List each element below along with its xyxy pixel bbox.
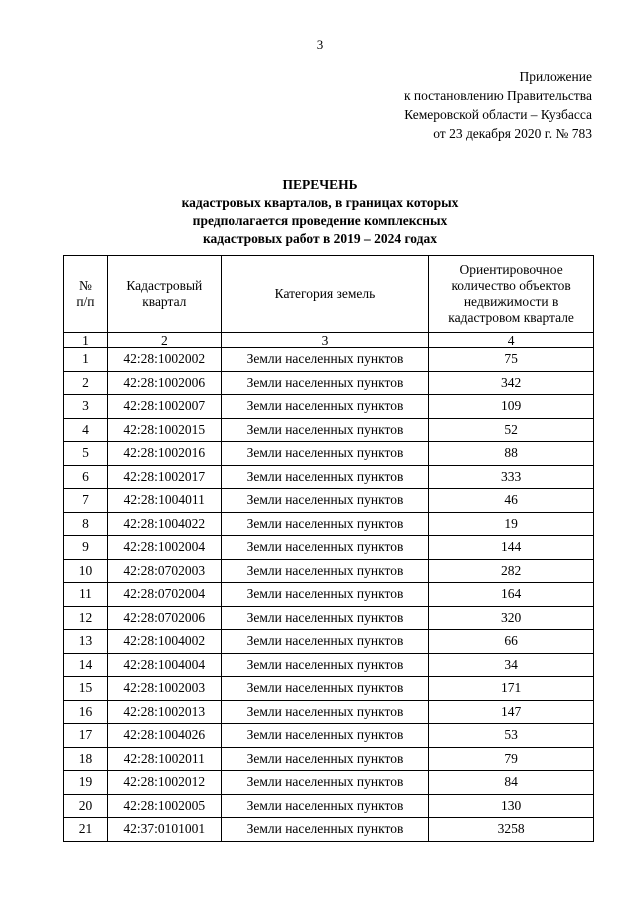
- land-category: Земли населенных пунктов: [221, 606, 428, 630]
- row-number: 4: [64, 418, 108, 442]
- title-line: предполагается проведение комплексных: [192, 213, 448, 228]
- land-category: Земли населенных пунктов: [221, 794, 428, 818]
- table-row: [64, 653, 594, 677]
- object-count: 333: [429, 465, 594, 489]
- header-cadastral-quarter: [107, 256, 221, 333]
- object-count: 34: [429, 653, 594, 677]
- cadastral-quarter: 42:28:1002016: [107, 442, 221, 466]
- header-count-line: кадастровом квартале: [448, 310, 574, 325]
- object-count: 53: [429, 724, 594, 748]
- cadastral-quarter: 42:37:0101001: [107, 818, 221, 842]
- land-category: Земли населенных пунктов: [221, 559, 428, 583]
- column-number: 2: [107, 333, 221, 348]
- object-count: 88: [429, 442, 594, 466]
- table-row: [64, 536, 594, 560]
- table-row: [64, 418, 594, 442]
- land-category: Земли населенных пунктов: [221, 771, 428, 795]
- row-number: 13: [64, 630, 108, 654]
- cadastral-quarter: 42:28:1004022: [107, 512, 221, 536]
- cadastral-quarter: 42:28:1002013: [107, 700, 221, 724]
- object-count: 3258: [429, 818, 594, 842]
- object-count: 84: [429, 771, 594, 795]
- land-category: Земли населенных пунктов: [221, 418, 428, 442]
- table-row: [64, 818, 594, 842]
- land-category: Земли населенных пунктов: [221, 747, 428, 771]
- header-number: [64, 256, 108, 333]
- row-number: 6: [64, 465, 108, 489]
- cadastral-quarter: 42:28:1004004: [107, 653, 221, 677]
- object-count: 320: [429, 606, 594, 630]
- cadastral-quarter: 42:28:1004011: [107, 489, 221, 513]
- row-number: 11: [64, 583, 108, 607]
- table-row: [64, 771, 594, 795]
- cadastral-quarter: 42:28:1002011: [107, 747, 221, 771]
- cadastral-quarter: 42:28:0702004: [107, 583, 221, 607]
- land-category: Земли населенных пунктов: [221, 630, 428, 654]
- row-number: 17: [64, 724, 108, 748]
- object-count: 19: [429, 512, 594, 536]
- row-number: 18: [64, 747, 108, 771]
- cadastral-quarter: 42:28:1002006: [107, 371, 221, 395]
- table-body: [64, 348, 594, 842]
- title-heading: ПЕРЕЧЕНЬ: [282, 177, 358, 192]
- land-category: Земли населенных пунктов: [221, 395, 428, 419]
- row-number: 10: [64, 559, 108, 583]
- table-row: [64, 724, 594, 748]
- table-row: [64, 371, 594, 395]
- table-row: [64, 559, 594, 583]
- object-count: 130: [429, 794, 594, 818]
- table-row: [64, 489, 594, 513]
- appendix-block: [332, 67, 592, 143]
- object-count: 109: [429, 395, 594, 419]
- appendix-line: Приложение: [519, 69, 592, 84]
- row-number: 15: [64, 677, 108, 701]
- header-land-category: Категория земель: [221, 256, 428, 333]
- land-category: Земли населенных пунктов: [221, 583, 428, 607]
- land-category: Земли населенных пунктов: [221, 348, 428, 372]
- header-cadastral-line: квартал: [142, 294, 187, 309]
- cadastral-quarter: 42:28:1002002: [107, 348, 221, 372]
- cadastral-quarter: 42:28:1004002: [107, 630, 221, 654]
- cadastral-quarter: 42:28:1002004: [107, 536, 221, 560]
- object-count: 147: [429, 700, 594, 724]
- object-count: 171: [429, 677, 594, 701]
- row-number: 7: [64, 489, 108, 513]
- row-number: 19: [64, 771, 108, 795]
- appendix-line: к постановлению Правительства: [403, 88, 592, 103]
- land-category: Земли населенных пунктов: [221, 677, 428, 701]
- row-number: 12: [64, 606, 108, 630]
- land-category: Земли населенных пунктов: [221, 724, 428, 748]
- cadastral-quarter: 42:28:1002017: [107, 465, 221, 489]
- header-cadastral-line: Кадастровый: [126, 278, 203, 293]
- table-row: [64, 630, 594, 654]
- land-category: Земли населенных пунктов: [221, 442, 428, 466]
- table-row: [64, 465, 594, 489]
- table-row: [64, 395, 594, 419]
- row-number: 5: [64, 442, 108, 466]
- table-row: [64, 348, 594, 372]
- object-count: 52: [429, 418, 594, 442]
- appendix-line: от 23 декабря 2020 г. № 783: [433, 126, 592, 141]
- table-row: [64, 700, 594, 724]
- column-number: 1: [64, 333, 108, 348]
- column-number: 3: [221, 333, 428, 348]
- table-row: [64, 747, 594, 771]
- table-row: [64, 512, 594, 536]
- row-number: 9: [64, 536, 108, 560]
- table-row: [64, 583, 594, 607]
- row-number: 14: [64, 653, 108, 677]
- row-number: 1: [64, 348, 108, 372]
- table-row: [64, 606, 594, 630]
- title-line: кадастровых работ в 2019 – 2024 годах: [202, 231, 437, 246]
- cadastral-quarter: 42:28:0702003: [107, 559, 221, 583]
- table-header-row: [64, 256, 594, 333]
- object-count: 79: [429, 747, 594, 771]
- land-category: Земли населенных пунктов: [221, 489, 428, 513]
- header-count-line: Ориентировочное: [459, 262, 563, 277]
- land-category: Земли населенных пунктов: [221, 371, 428, 395]
- row-number: 16: [64, 700, 108, 724]
- cadastral-quarter: 42:28:1002007: [107, 395, 221, 419]
- object-count: 342: [429, 371, 594, 395]
- row-number: 21: [64, 818, 108, 842]
- document-title: [0, 176, 640, 248]
- object-count: 46: [429, 489, 594, 513]
- land-category: Земли населенных пунктов: [221, 818, 428, 842]
- object-count: 164: [429, 583, 594, 607]
- header-object-count: [429, 256, 594, 333]
- title-line: кадастровых кварталов, в границах которых: [181, 195, 459, 210]
- cadastral-quarter: 42:28:1002003: [107, 677, 221, 701]
- header-number-line: п/п: [76, 294, 95, 309]
- table-row: [64, 794, 594, 818]
- object-count: 75: [429, 348, 594, 372]
- row-number: 3: [64, 395, 108, 419]
- header-count-line: недвижимости в: [463, 294, 559, 309]
- table-row: [64, 442, 594, 466]
- land-category: Земли населенных пунктов: [221, 700, 428, 724]
- object-count: 66: [429, 630, 594, 654]
- object-count: 144: [429, 536, 594, 560]
- cadastral-quarter: 42:28:0702006: [107, 606, 221, 630]
- header-number-line: №: [78, 278, 92, 293]
- land-category: Земли населенных пунктов: [221, 465, 428, 489]
- cadastral-quarter: 42:28:1002015: [107, 418, 221, 442]
- column-number: 4: [429, 333, 594, 348]
- land-category: Земли населенных пунктов: [221, 536, 428, 560]
- column-number-row: [64, 333, 594, 348]
- land-category: Земли населенных пунктов: [221, 512, 428, 536]
- appendix-line: Кемеровской области – Кузбасса: [404, 107, 592, 122]
- cadastral-quarter: 42:28:1004026: [107, 724, 221, 748]
- header-count-line: количество объектов: [451, 278, 571, 293]
- row-number: 8: [64, 512, 108, 536]
- page-number: 3: [316, 37, 324, 52]
- cadastral-quarters-table: [63, 255, 594, 842]
- row-number: 2: [64, 371, 108, 395]
- cadastral-quarter: 42:28:1002005: [107, 794, 221, 818]
- row-number: 20: [64, 794, 108, 818]
- cadastral-quarter: 42:28:1002012: [107, 771, 221, 795]
- land-category: Земли населенных пунктов: [221, 653, 428, 677]
- object-count: 282: [429, 559, 594, 583]
- table-row: [64, 677, 594, 701]
